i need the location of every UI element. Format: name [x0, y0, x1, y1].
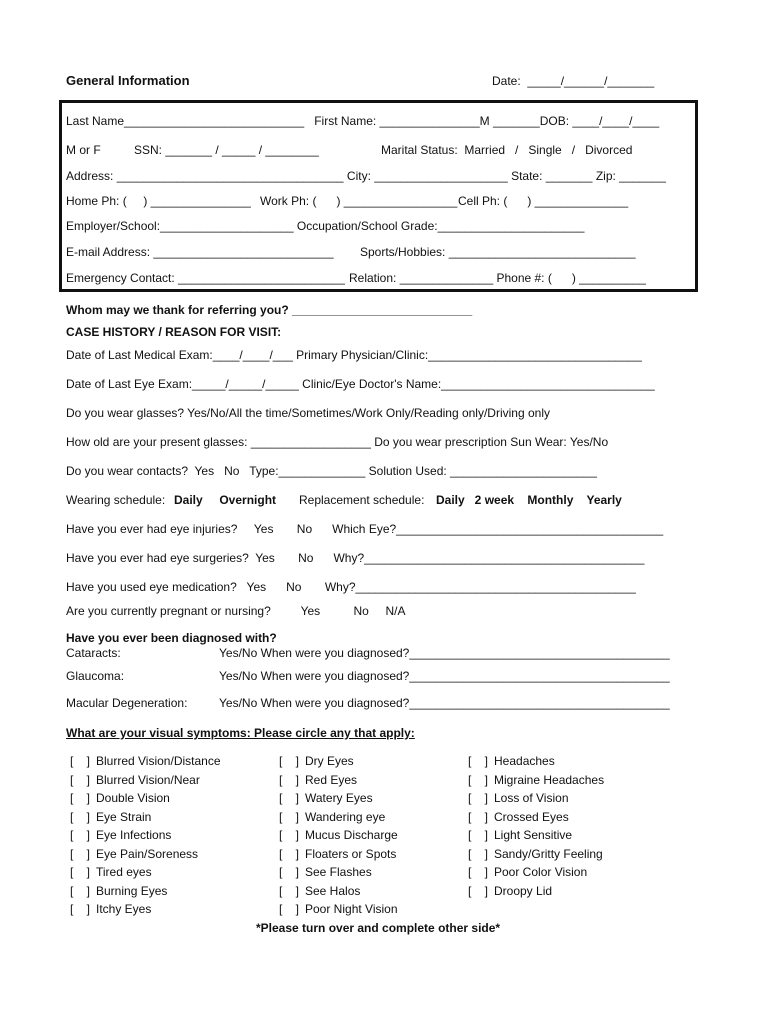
glaucoma-answer[interactable]: Yes/No When were you diagnosed?_______________________________________ [219, 669, 670, 683]
symptom-label: Poor Color Vision [494, 865, 588, 879]
symptom-label: Red Eyes [305, 773, 358, 787]
symptom-label: Eye Infections [96, 828, 172, 842]
replacement-schedule-options[interactable]: Daily 2 week Monthly Yearly [436, 493, 622, 507]
symptom-label: Poor Night Vision [305, 902, 398, 916]
symptom-checkbox[interactable]: [ ] [70, 773, 91, 787]
wearing-schedule-options[interactable]: Daily Overnight [174, 493, 277, 507]
symptom-checkbox[interactable]: [ ] [468, 773, 489, 787]
symptom-checkbox[interactable]: [ ] [468, 847, 489, 861]
replacement-schedule-label: Replacement schedule: [299, 493, 425, 507]
referral-field[interactable]: Whom may we thank for referring you? ___________________________ [66, 303, 473, 317]
symptom-checkbox[interactable]: [ ] [70, 902, 91, 916]
contacts-row[interactable]: Do you wear contacts? Yes No Type:_____________ Solution Used: ______________________ [66, 464, 597, 478]
symptom-label: See Halos [305, 884, 361, 898]
symptom-label: Double Vision [96, 791, 170, 805]
ssn-field[interactable]: SSN: _______ / _____ / ________ [134, 143, 319, 157]
symptom-label: Blurred Vision/Distance [96, 754, 221, 768]
symptom-label: See Flashes [305, 865, 372, 879]
email-field[interactable]: E-mail Address: ___________________________ [66, 245, 334, 259]
form-title: General Information [66, 73, 190, 88]
symptom-checkbox[interactable]: [ ] [279, 828, 300, 842]
cataracts-label: Cataracts: [66, 646, 121, 660]
symptom-label: Blurred Vision/Near [96, 773, 200, 787]
eye-exam-row[interactable]: Date of Last Eye Exam:_____/_____/_____ Clinic/Eye Doctor's Name:________________________________ [66, 377, 655, 391]
glaucoma-label: Glaucoma: [66, 669, 125, 683]
glasses-question[interactable]: Do you wear glasses? Yes/No/All the time/Sometimes/Work Only/Reading only/Driving only [66, 406, 550, 420]
diagnosed-heading: Have you ever been diagnosed with? [66, 631, 277, 645]
symptom-checkbox[interactable]: [ ] [279, 884, 300, 898]
footer-note: *Please turn over and complete other side* [256, 921, 501, 935]
symptom-checkbox[interactable]: [ ] [279, 810, 300, 824]
eye-medication-row[interactable]: Have you used eye medication? Yes No Why?__________________________________________ [66, 580, 636, 594]
pregnancy-row[interactable]: Are you currently pregnant or nursing? Yes No N/A [66, 604, 406, 618]
symptom-label: Sandy/Gritty Feeling [494, 847, 603, 861]
emergency-contact-field[interactable]: Emergency Contact: _________________________ [66, 271, 345, 285]
medical-exam-row[interactable]: Date of Last Medical Exam:____/____/___ Primary Physician/Clinic:________________________________ [66, 348, 642, 362]
cell-phone-field[interactable]: Cell Ph: ( ) ______________ [458, 194, 629, 208]
symptom-checkbox[interactable]: [ ] [70, 754, 91, 768]
symptom-checkbox[interactable]: [ ] [279, 847, 300, 861]
symptom-checkbox[interactable]: [ ] [70, 847, 91, 861]
symptom-label: Burning Eyes [96, 884, 168, 898]
date-field[interactable]: Date: _____/______/_______ [492, 74, 655, 88]
symptom-label: Tired eyes [96, 865, 152, 879]
marital-status-field[interactable]: Marital Status: Married / Single / Divorced [381, 143, 633, 157]
symptom-checkbox[interactable]: [ ] [279, 754, 300, 768]
eye-surgeries-row[interactable]: Have you ever had eye surgeries? Yes No Why?__________________________________________ [66, 551, 645, 565]
symptom-label: Headaches [494, 754, 555, 768]
address-row[interactable]: Address: __________________________________ City: ____________________ State: _______ Zip: _______ [66, 169, 666, 183]
relation-phone-field[interactable]: Relation: ______________ Phone #: ( ) __________ [349, 271, 646, 285]
symptom-checkbox[interactable]: [ ] [70, 810, 91, 824]
symptom-label: Dry Eyes [305, 754, 354, 768]
wearing-schedule-label: Wearing schedule: [66, 493, 166, 507]
symptom-label: Droopy Lid [494, 884, 553, 898]
symptom-label: Floaters or Spots [305, 847, 397, 861]
symptom-checkbox[interactable]: [ ] [70, 865, 91, 879]
symptom-checkbox[interactable]: [ ] [70, 884, 91, 898]
symptom-label: Loss of Vision [494, 791, 569, 805]
symptom-checkbox[interactable]: [ ] [468, 865, 489, 879]
symptom-label: Light Sensitive [494, 828, 573, 842]
symptom-label: Watery Eyes [305, 791, 373, 805]
macular-answer[interactable]: Yes/No When were you diagnosed?_______________________________________ [219, 696, 670, 710]
symptom-checkbox[interactable]: [ ] [70, 828, 91, 842]
symptoms-heading: What are your visual symptoms: Please circle any that apply: [66, 726, 415, 740]
eye-injuries-row[interactable]: Have you ever had eye injuries? Yes No Which Eye?________________________________________ [66, 522, 664, 536]
symptom-label: Eye Strain [96, 810, 152, 824]
name-dob-row[interactable]: Last Name___________________________ First Name: _______________M _______DOB: ____/____/____ [66, 114, 660, 128]
symptom-checkbox[interactable]: [ ] [468, 884, 489, 898]
symptom-checkbox[interactable]: [ ] [279, 865, 300, 879]
symptom-checkbox[interactable]: [ ] [279, 773, 300, 787]
symptom-checkbox[interactable]: [ ] [468, 791, 489, 805]
sex-field[interactable]: M or F [66, 143, 101, 157]
home-phone-field[interactable]: Home Ph: ( ) _______________ [66, 194, 251, 208]
symptom-checkbox[interactable]: [ ] [279, 791, 300, 805]
symptom-label: Mucus Discharge [305, 828, 398, 842]
macular-label: Macular Degeneration: [66, 696, 188, 710]
hobbies-field[interactable]: Sports/Hobbies: ____________________________ [360, 245, 636, 259]
work-phone-field[interactable]: Work Ph: ( ) _________________ [260, 194, 458, 208]
glasses-age-row[interactable]: How old are your present glasses: __________________ Do you wear prescription Sun Wear: Yes/No [66, 435, 609, 449]
symptom-label: Itchy Eyes [96, 902, 152, 916]
symptom-checkbox[interactable]: [ ] [70, 791, 91, 805]
symptom-label: Eye Pain/Soreness [96, 847, 199, 861]
symptom-label: Wandering eye [305, 810, 386, 824]
symptom-label: Crossed Eyes [494, 810, 569, 824]
case-history-heading: CASE HISTORY / REASON FOR VISIT: [66, 325, 282, 339]
symptom-checkbox[interactable]: [ ] [279, 902, 300, 916]
cataracts-answer[interactable]: Yes/No When were you diagnosed?_______________________________________ [219, 646, 670, 660]
symptom-checkbox[interactable]: [ ] [468, 754, 489, 768]
symptom-checkbox[interactable]: [ ] [468, 810, 489, 824]
employer-occupation-row[interactable]: Employer/School:____________________ Occupation/School Grade:______________________ [66, 219, 585, 233]
symptom-label: Migraine Headaches [494, 773, 605, 787]
symptom-checkbox[interactable]: [ ] [468, 828, 489, 842]
